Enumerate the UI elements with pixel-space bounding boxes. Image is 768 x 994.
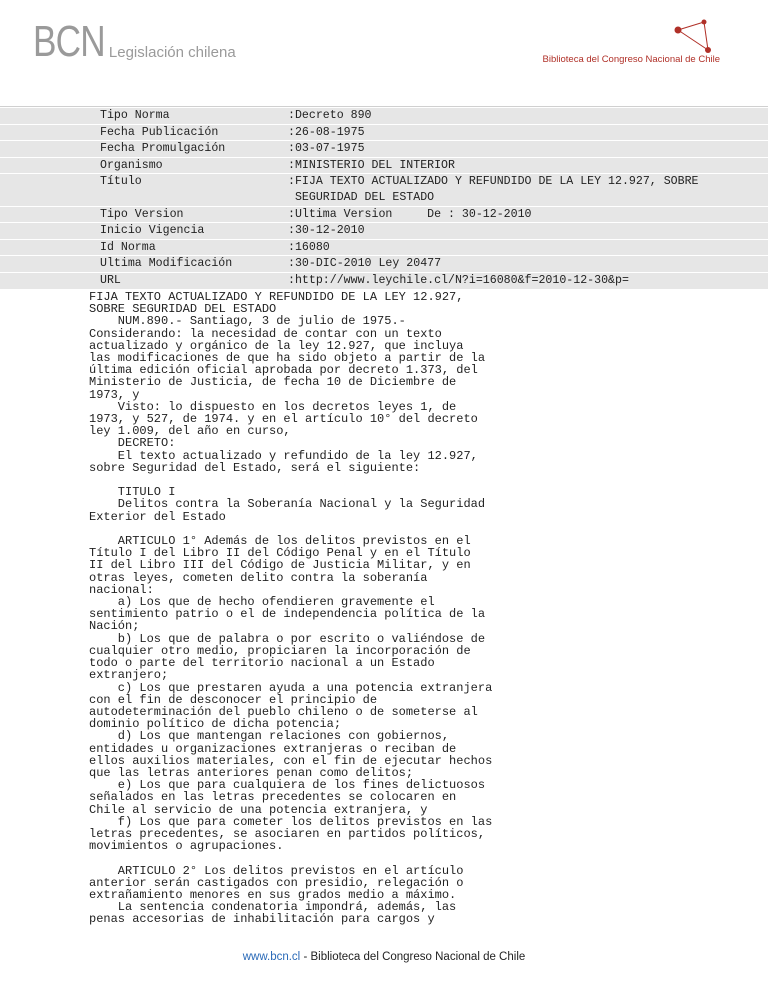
metadata-label: Tipo Norma <box>100 109 170 122</box>
metadata-row-tipo-version <box>0 207 768 224</box>
metadata-row-organismo <box>0 158 768 175</box>
metadata-label: Tipo Version <box>100 207 184 221</box>
metadata-value: :MINISTERIO DEL INTERIOR <box>288 158 455 172</box>
logo-letters: BCN <box>33 17 105 66</box>
bcn-logo[interactable] <box>33 17 236 66</box>
metadata-label: Inicio Vigencia <box>100 224 205 238</box>
metadata-value: :30-12-2010 <box>288 224 365 238</box>
footer-text: - Biblioteca del Congreso Nacional de Chile <box>300 951 526 963</box>
network-icon <box>670 18 714 56</box>
footer-link[interactable]: www.bcn.cl <box>242 951 301 963</box>
metadata-label: URL <box>100 273 121 287</box>
metadata-row-url <box>0 273 768 290</box>
page-footer <box>0 951 768 963</box>
logo-subtitle: Legislación chilena <box>108 44 236 61</box>
metadata-label: Organismo <box>100 158 163 172</box>
metadata-value: :03-07-1975 <box>288 142 365 156</box>
metadata-row-tipo-norma <box>0 108 768 125</box>
metadata-label: Título <box>100 175 142 189</box>
metadata-label: Id Norma <box>100 240 156 254</box>
metadata-value: :Ultima Version De : 30-12-2010 <box>288 207 532 221</box>
metadata-row-id-norma <box>0 240 768 257</box>
metadata-value: :26-08-1975 <box>288 125 365 139</box>
metadata-label: Fecha Promulgación <box>100 142 226 156</box>
header-divider <box>0 106 768 107</box>
metadata-url-value[interactable]: :http://www.leychile.cl/N?i=16080&f=2010-12-30&p= <box>288 273 629 287</box>
metadata-table <box>0 108 768 290</box>
metadata-value: :Decreto 890 <box>288 109 372 122</box>
metadata-label: Fecha Publicación <box>100 125 219 139</box>
metadata-row-titulo <box>0 174 768 206</box>
metadata-row-inicio-vigencia <box>0 223 768 240</box>
metadata-row-fecha-promulgacion <box>0 141 768 158</box>
metadata-value: :FIJA TEXTO ACTUALIZADO Y REFUNDIDO DE LA LEY 12.927, SOBRE SEGURIDAD DEL ESTADO <box>288 175 699 204</box>
institution-logo <box>538 18 738 72</box>
metadata-row-fecha-publicacion <box>0 125 768 142</box>
metadata-value: :16080 <box>288 240 330 254</box>
institution-name: Biblioteca del Congreso Nacional de Chile <box>542 54 720 65</box>
metadata-value: :30-DIC-2010 Ley 20477 <box>288 257 442 271</box>
page-header <box>0 0 768 106</box>
metadata-row-ultima-modificacion <box>0 256 768 273</box>
metadata-label: Ultima Modificación <box>100 257 233 271</box>
law-body-text: FIJA TEXTO ACTUALIZADO Y REFUNDIDO DE LA LEY 12.927, SOBRE SEGURIDAD DEL ESTADO NUM.890.- Santiago, 3 de julio de 1975.- Considerando: la necesidad de contar con un texto actualizado y orgánico de la ley 12.927, que incluya las modificaciones de que ha sido objeto a partir de la última edición oficial aprobada por decreto 1.373, del Ministerio de Justicia, de fecha 10 de Diciembre de 1973, y Visto: lo dispuesto en los decretos leyes 1, de 1973, y 527, de 1974. y en el artículo 10° del decreto ley 1.009, del año en curso, DECRETO: El texto actualizado y refundido de la ley 12.927, sobre Seguridad del Estado, será el siguiente: TITULO I Delitos contra la Soberanía Nacional y la Seguridad Exterior del Estado ARTICULO 1° Además de los delitos previstos en el Título I del Libro II del Código Penal y en el Título II del Libro III del Código de Justicia Militar, y en otras leyes, cometen delito contra la soberanía nacional: a) Los que de hecho ofendieren gravemente el sentimiento patrio o el de independencia política de la Nación; b) Los que de palabra o por escrito o valiéndose de cualquier otro medio, propiciaren la incorporación de todo o parte del territorio nacional a un Estado extranjero; c) Los que prestaren ayuda a una potencia extranjera con el fin de desconocer el principio de autodeterminación del pueblo chileno o de someterse al dominio político de dicha potencia; d) Los que mantengan relaciones con gobiernos, entidades u organizaciones extranjeras o reciban de ellos auxilios materiales, con el fin de ejecutar hechos que las letras anteriores penan como delitos; e) Los que para cualquiera de los fines delictuosos señalados en las letras precedentes se colocaren en Chile al servicio de una potencia extranjera, y f) Los que para cometer los delitos previstos en las letras precedentes, se asociaren en partidos políticos, movimientos o agrupaciones. ARTICULO 2° Los delitos previstos en el artículo anterior serán castigados con presidio, relegación o extrañamiento menores en sus grados medio a máximo. La sentencia condenatoria impondrá, además, las penas accesorias de inhabilitación para cargos y <box>89 290 493 927</box>
